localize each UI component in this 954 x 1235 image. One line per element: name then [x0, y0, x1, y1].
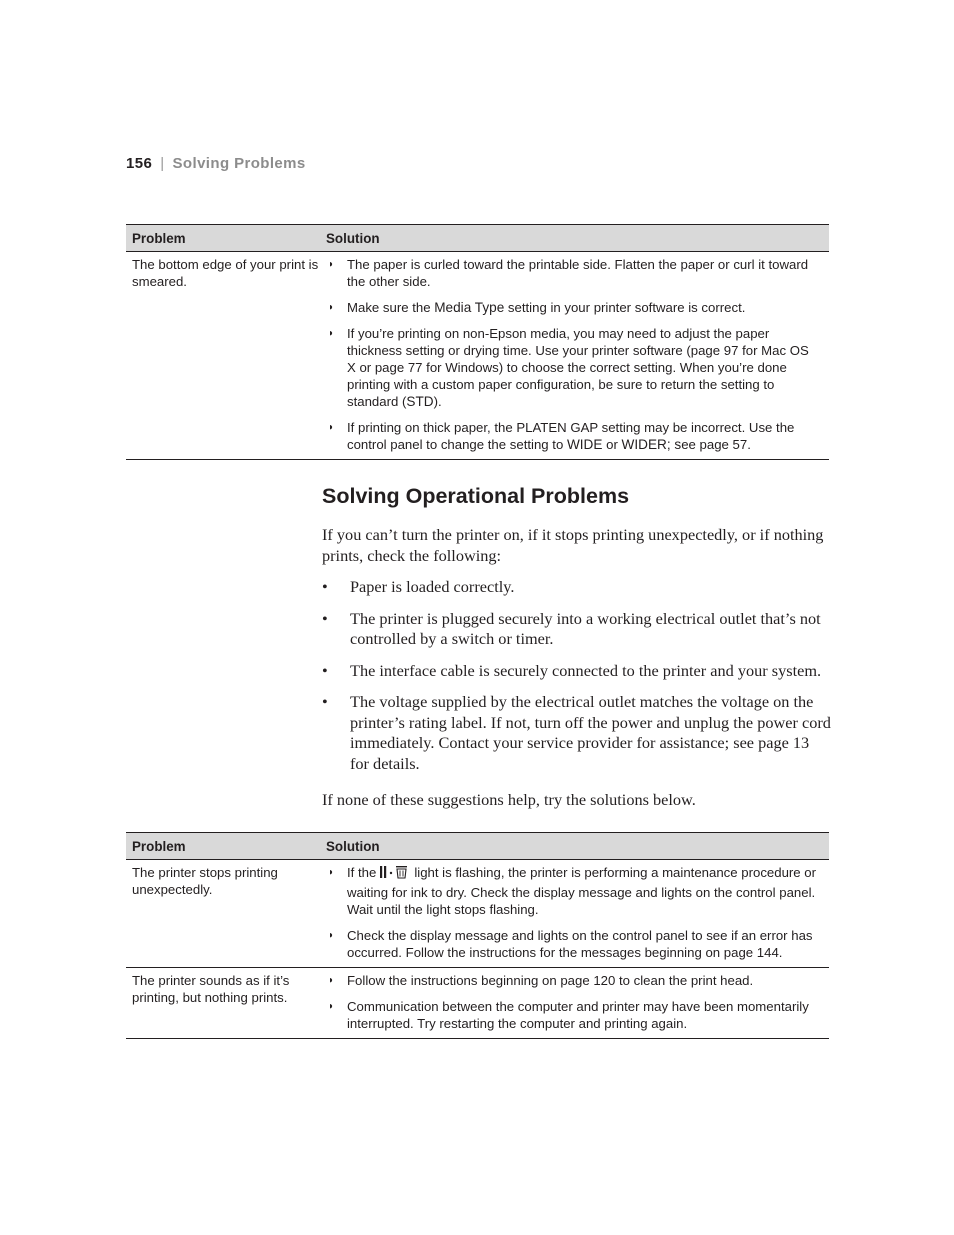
- bullet-icon: •: [322, 608, 328, 628]
- list-item: [322, 577, 832, 598]
- solution-item: [328, 927, 821, 961]
- ui-term: Media Type: [434, 300, 505, 315]
- solution-item: [328, 972, 821, 989]
- table-row: [126, 968, 829, 1039]
- bullet-icon: •: [322, 660, 328, 680]
- text-run: light is flashing, the printer is performing a maintenance procedure or waiting for ink to dry. Check the display message and lights on the control panel. Wait until the light stops flashing.: [347, 865, 817, 917]
- text-run: ee page 57.: [681, 437, 751, 452]
- column-header-solution: Solution: [322, 833, 829, 860]
- header-separator: |: [160, 155, 165, 172]
- solution-text: Communication between the computer and printer may have been momentarily interrupted. Try restarting the computer and printing again.: [347, 999, 809, 1031]
- checklist: [322, 577, 832, 774]
- table-header-row: [126, 225, 829, 252]
- solution-item: [328, 998, 821, 1032]
- bullet-icon: ◗: [328, 328, 335, 339]
- solution-cell: [322, 252, 829, 460]
- running-header: [126, 155, 306, 172]
- table-row: [126, 860, 829, 968]
- problem-solution-table-2: [126, 832, 829, 1039]
- solution-text: [347, 299, 821, 316]
- bullet-icon: ◗: [328, 867, 335, 878]
- text-run: If you’re printing on non-Epson media, you may need to adjust the paper thickness setting or drying time. Use your printer software (page 97 for Mac OS X or page 77 for Windows) to choose the correct setting. When you’re done printing with a custom paper configuration, be sure to return the setting to standard (: [347, 326, 809, 409]
- list-item: [322, 692, 832, 774]
- list-item: [322, 609, 832, 650]
- pause-maintenance-icon: [378, 864, 412, 884]
- solution-item: [328, 864, 821, 918]
- solution-text: [347, 419, 821, 453]
- table-header-row: [126, 833, 829, 860]
- text-run: ).: [433, 394, 442, 409]
- chapter-title: Solving Problems: [172, 155, 306, 172]
- problem-cell: The bottom edge of your print is smeared.: [126, 252, 322, 460]
- problem-cell: The printer sounds as if it’s printing, but nothing prints.: [126, 968, 322, 1039]
- solution-text: The paper is curled toward the printable side. Flatten the paper or curl it toward the other side.: [347, 257, 809, 289]
- solution-item: [328, 299, 821, 316]
- solution-cell: [322, 860, 829, 968]
- text-run: or: [602, 437, 622, 452]
- bullet-icon: •: [322, 577, 328, 596]
- bullet-icon: ◗: [328, 422, 335, 433]
- column-header-problem: Problem: [126, 225, 322, 252]
- ui-term: WIDER; s: [621, 437, 682, 452]
- bullet-icon: ◗: [328, 1001, 335, 1012]
- page-number: 156: [126, 155, 153, 172]
- bullet-icon: ◗: [328, 930, 335, 941]
- solution-text: [347, 325, 821, 410]
- solution-text: Follow the instructions beginning on page 120 to clean the print head.: [347, 973, 754, 988]
- intro-paragraph: If you can’t turn the printer on, if it stops printing unexpectedly, or if nothing prints, check the following:: [322, 525, 824, 565]
- bullet-icon: ◗: [328, 259, 335, 270]
- bullet-icon: ◗: [328, 975, 335, 986]
- ui-term: WIDE: [566, 437, 603, 452]
- list-item-text: The interface cable is securely connected to the printer and your system.: [350, 660, 822, 680]
- ui-term: STD: [406, 394, 434, 409]
- solution-item: [328, 256, 821, 290]
- text-run: setting in your printer software is correct.: [504, 300, 746, 315]
- list-item: [322, 661, 832, 682]
- bullet-icon: ◗: [328, 302, 335, 313]
- solution-text: Check the display message and lights on the control panel to see if an error has occurred. Follow the instructions for the messages beginning on page 144.: [347, 928, 813, 960]
- solution-cell: [322, 968, 829, 1039]
- list-item-text: The printer is plugged securely into a working electrical outlet that’s not controlled by a switch or timer.: [350, 608, 821, 648]
- solution-item: [328, 325, 821, 410]
- text-run: If printing on thick paper, the PLATEN GAP setting may be incorrect. Use the control panel to change the setting to: [347, 420, 795, 452]
- column-header-solution: Solution: [322, 225, 829, 252]
- solution-item: [328, 419, 821, 453]
- list-item-text: The voltage supplied by the electrical outlet matches the voltage on the printer’s rating label. If not, turn off the power and unplug the power cord immediately. Contact your service provider for assistance; see page 13 for details.: [350, 692, 831, 773]
- list-item-text: Paper is loaded correctly.: [350, 577, 515, 596]
- bullet-icon: •: [322, 692, 328, 711]
- text-run: Make sure the: [347, 300, 435, 315]
- table-row: [126, 252, 829, 460]
- column-header-problem: Problem: [126, 833, 322, 860]
- section-body: [322, 525, 832, 811]
- section-heading: Solving Operational Problems: [322, 484, 630, 508]
- problem-cell: The printer stops printing unexpectedly.: [126, 860, 322, 968]
- problem-solution-table-1: [126, 224, 829, 460]
- text-run: If the: [347, 865, 377, 880]
- solution-text: [347, 864, 821, 918]
- outro-paragraph: If none of these suggestions help, try the solutions below.: [322, 790, 696, 809]
